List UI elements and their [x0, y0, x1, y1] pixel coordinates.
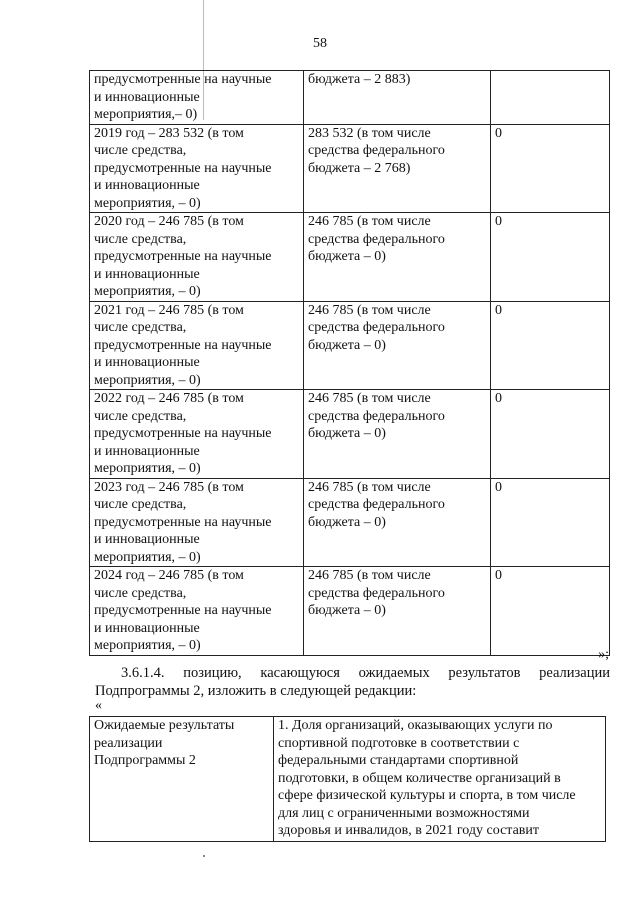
closing-quote: »;	[598, 647, 609, 662]
table-cell-other	[491, 71, 610, 125]
budget-table	[89, 70, 610, 656]
table-cell-amount: 246 785 (в том числе средства федерального бюджета – 0)	[304, 478, 491, 567]
table-cell-year: 2019 год – 283 532 (в том числе средства, предусмотренные на научные и инновационные мероприятия, – 0)	[90, 124, 304, 213]
results-table	[89, 716, 606, 842]
results-label-cell: Ожидаемые результаты реализации Подпрограммы 2	[90, 717, 274, 842]
table-cell-year: 2022 год – 246 785 (в том числе средства, предусмотренные на научные и инновационные мероприятия, – 0)	[90, 390, 304, 479]
table-cell-amount: 283 532 (в том числе средства федерального бюджета – 2 768)	[304, 124, 491, 213]
table-row	[90, 390, 610, 479]
amendment-paragraph	[95, 664, 610, 700]
table-cell-year: 2024 год – 246 785 (в том числе средства, предусмотренные на научные и инновационные мероприятия, – 0)	[90, 567, 304, 656]
table-cell-amount: бюджета – 2 883)	[304, 71, 491, 125]
table-cell-other: 0	[491, 213, 610, 302]
table-row	[90, 717, 606, 842]
page-number: 58	[313, 36, 327, 51]
paragraph-line: 3.6.1.4. позицию, касающуюся ожидаемых результатов реализации	[121, 665, 610, 681]
table-row	[90, 567, 610, 656]
table-row	[90, 124, 610, 213]
paragraph-line: Подпрограммы 2, изложить в следующей редакции:	[95, 683, 417, 699]
table-cell-other: 0	[491, 390, 610, 479]
table-cell-year: 2021 год – 246 785 (в том числе средства, предусмотренные на научные и инновационные мероприятия, – 0)	[90, 301, 304, 390]
table-cell-amount: 246 785 (в том числе средства федерального бюджета – 0)	[304, 301, 491, 390]
table-row	[90, 71, 610, 125]
table-cell-other: 0	[491, 478, 610, 567]
table-cell-amount: 246 785 (в том числе средства федерального бюджета – 0)	[304, 213, 491, 302]
opening-quote: «	[95, 698, 102, 713]
table-cell-year: 2023 год – 246 785 (в том числе средства, предусмотренные на научные и инновационные мероприятия, – 0)	[90, 478, 304, 567]
table-row	[90, 478, 610, 567]
table-cell-year: 2020 год – 246 785 (в том числе средства, предусмотренные на научные и инновационные мероприятия, – 0)	[90, 213, 304, 302]
table-row	[90, 301, 610, 390]
table-cell-other: 0	[491, 124, 610, 213]
table-cell-amount: 246 785 (в том числе средства федерального бюджета – 0)	[304, 390, 491, 479]
scan-dot	[203, 855, 205, 857]
table-cell-other: 0	[491, 301, 610, 390]
table-row	[90, 213, 610, 302]
results-text-cell: 1. Доля организаций, оказывающих услуги по спортивной подготовке в соответствии с федеральными стандартами спортивной подготовки, в общем количестве организаций в сфере физической культуры и спорта, в том числе для лиц с ограниченными возможностями здоровья и инвалидов, в 2021 году составит	[274, 717, 606, 842]
table-cell-year: предусмотренные на научные и инновационные мероприятия,– 0)	[90, 71, 304, 125]
table-cell-amount: 246 785 (в том числе средства федерального бюджета – 0)	[304, 567, 491, 656]
table-cell-other: 0	[491, 567, 610, 656]
